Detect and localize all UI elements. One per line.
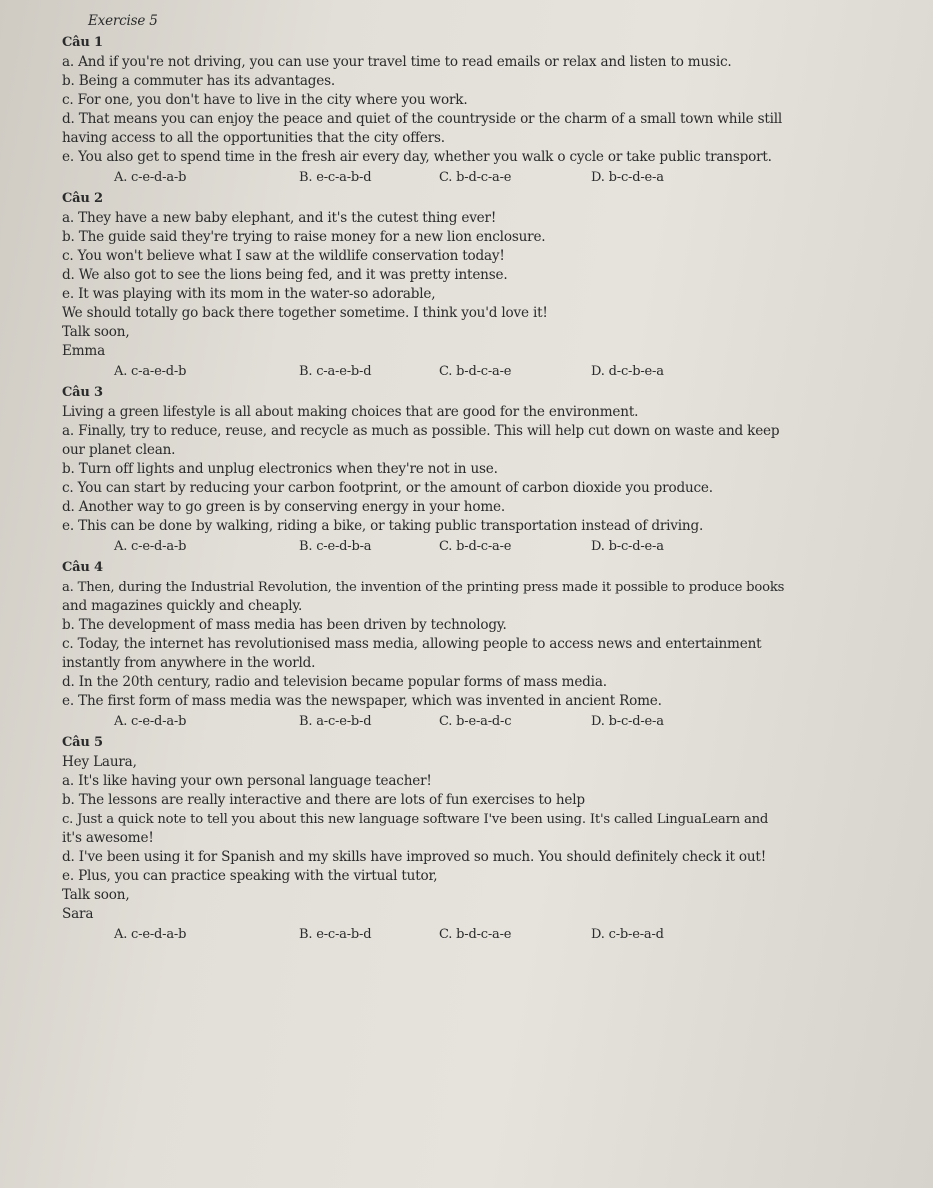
- option-d[interactable]: D. b-c-d-e-a: [591, 170, 664, 185]
- closing-line: We should totally go back there together sometime. I think you'd love it!: [62, 305, 548, 321]
- sentence-e: e. This can be done by walking, riding a bike, or taking public transportation instead of driving.: [62, 518, 704, 534]
- option-b[interactable]: B. e-c-a-b-d: [299, 927, 372, 942]
- answer-options: [62, 168, 923, 187]
- sentence-c: c. For one, you don't have to live in the city where you work.: [62, 92, 468, 108]
- answer-options: [62, 712, 923, 731]
- option-a[interactable]: A. c-e-d-a-b: [114, 714, 187, 729]
- sentence-b: b. The lessons are really interactive and there are lots of fun exercises to help: [62, 792, 585, 808]
- sentence-b: b. The development of mass media has been driven by technology.: [62, 617, 507, 633]
- sentence-b: b. The guide said they're trying to raise money for a new lion enclosure.: [62, 229, 546, 245]
- signature: Emma: [62, 343, 106, 359]
- question-1: [62, 33, 923, 187]
- greeting: Hey Laura,: [62, 754, 137, 770]
- option-c[interactable]: C. b-e-a-d-c: [439, 714, 512, 729]
- sign-off: Talk soon,: [62, 324, 130, 340]
- sentence-d: d. Another way to go green is by conserving energy in your home.: [62, 499, 505, 515]
- question-2: [62, 189, 923, 381]
- sentence-d: d. I've been using it for Spanish and my skills have improved so much. You should definitely check it out!: [62, 849, 766, 865]
- question-3: [62, 383, 923, 556]
- option-d[interactable]: D. b-c-d-e-a: [591, 714, 664, 729]
- answer-options: [62, 537, 923, 556]
- option-b[interactable]: B. e-c-a-b-d: [299, 170, 372, 185]
- sentence-d: d. That means you can enjoy the peace and quiet of the countryside or the charm of a small town while still: [62, 111, 783, 127]
- sentence-b: b. Being a commuter has its advantages.: [62, 73, 336, 89]
- sentence-a: a. It's like having your own personal language teacher!: [62, 773, 432, 789]
- option-d[interactable]: D. c-b-e-a-d: [591, 927, 664, 942]
- sentence-a-cont: our planet clean.: [62, 442, 176, 458]
- sentence-c-cont: it's awesome!: [62, 830, 154, 846]
- question-4: [62, 558, 923, 731]
- sentence-a: a. Finally, try to reduce, reuse, and recycle as much as possible. This will help cut down on waste and keep: [62, 423, 780, 439]
- sentence-c: c. Today, the internet has revolutionised mass media, allowing people to access news and entertainment: [62, 636, 762, 652]
- intro-line: Living a green lifestyle is all about making choices that are good for the environment.: [62, 404, 639, 420]
- option-c[interactable]: C. b-d-c-a-e: [439, 364, 512, 379]
- answer-options: [62, 925, 923, 944]
- sentence-c: c. Just a quick note to tell you about this new language software I've been using. It's called LinguaLearn and: [62, 812, 769, 827]
- option-c[interactable]: C. b-d-c-a-e: [439, 539, 512, 554]
- sentence-b: b. Turn off lights and unplug electronics when they're not in use.: [62, 461, 498, 477]
- sentence-e: e. You also get to spend time in the fresh air every day, whether you walk o cycle or take public transport.: [62, 149, 772, 165]
- option-b[interactable]: B. a-c-e-b-d: [299, 714, 372, 729]
- sentence-c: c. You can start by reducing your carbon footprint, or the amount of carbon dioxide you produce.: [62, 480, 713, 496]
- signature: Sara: [62, 906, 94, 922]
- sentence-e: e. Plus, you can practice speaking with the virtual tutor,: [62, 868, 438, 884]
- option-a[interactable]: A. c-e-d-a-b: [114, 170, 187, 185]
- question-label: Câu 2: [62, 191, 103, 206]
- option-b[interactable]: B. c-a-e-b-d: [299, 364, 372, 379]
- sentence-a: a. Then, during the Industrial Revolution, the invention of the printing press made it possible to produce books: [62, 580, 785, 595]
- sentence-a: a. And if you're not driving, you can use your travel time to read emails or relax and listen to music.: [62, 54, 732, 70]
- question-label: Câu 1: [62, 35, 103, 50]
- sign-off: Talk soon,: [62, 887, 130, 903]
- exercise-title: Exercise 5: [88, 13, 158, 29]
- sentence-d-cont: having access to all the opportunities that the city offers.: [62, 130, 445, 146]
- option-a[interactable]: A. c-e-d-a-b: [114, 539, 187, 554]
- sentence-a-cont: and magazines quickly and cheaply.: [62, 598, 303, 614]
- option-d[interactable]: D. b-c-d-e-a: [591, 539, 664, 554]
- sentence-a: a. They have a new baby elephant, and it's the cutest thing ever!: [62, 210, 497, 226]
- option-a[interactable]: A. c-e-d-a-b: [114, 927, 187, 942]
- answer-options: [62, 362, 923, 381]
- question-5: [62, 733, 923, 944]
- sentence-e: e. The first form of mass media was the newspaper, which was invented in ancient Rome.: [62, 693, 662, 709]
- option-d[interactable]: D. d-c-b-e-a: [591, 364, 664, 379]
- sentence-d: d. In the 20th century, radio and television became popular forms of mass media.: [62, 674, 607, 690]
- option-c[interactable]: C. b-d-c-a-e: [439, 927, 512, 942]
- question-label: Câu 5: [62, 735, 103, 750]
- option-a[interactable]: A. c-a-e-d-b: [114, 364, 187, 379]
- sentence-d: d. We also got to see the lions being fed, and it was pretty intense.: [62, 267, 508, 283]
- option-b[interactable]: B. c-e-d-b-a: [299, 539, 372, 554]
- sentence-c-cont: instantly from anywhere in the world.: [62, 655, 316, 671]
- question-label: Câu 4: [62, 560, 103, 575]
- option-c[interactable]: C. b-d-c-a-e: [439, 170, 512, 185]
- sentence-c: c. You won't believe what I saw at the wildlife conservation today!: [62, 248, 505, 264]
- sentence-e: e. It was playing with its mom in the water-so adorable,: [62, 286, 436, 302]
- question-label: Câu 3: [62, 385, 103, 400]
